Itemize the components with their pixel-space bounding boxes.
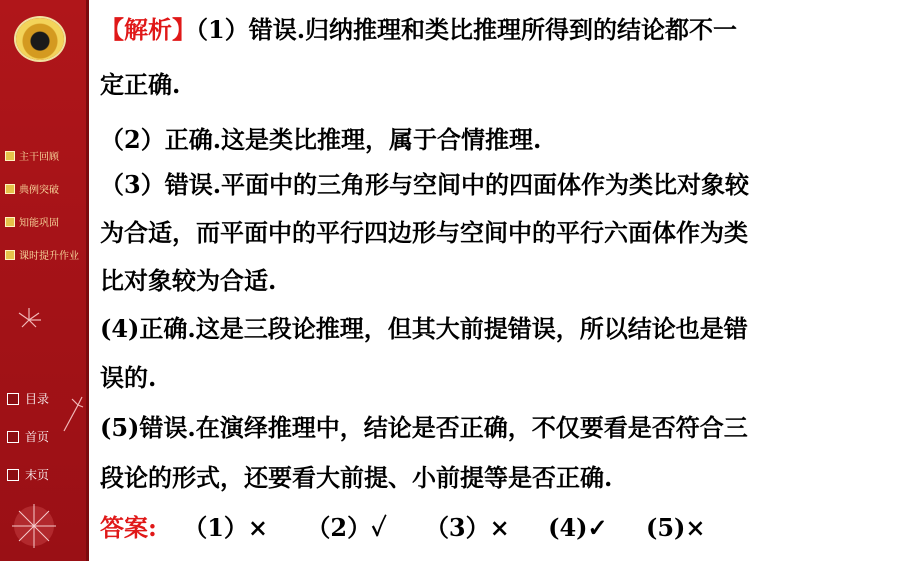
square-bullet-icon <box>7 431 19 443</box>
nav-end-button[interactable] <box>7 466 49 483</box>
sidebar-divider <box>86 0 89 561</box>
nav-item-homework[interactable] <box>5 247 79 262</box>
nav-label: 主干回顾 <box>19 152 59 163</box>
solution-line-1 <box>100 15 737 45</box>
square-bullet-icon <box>7 393 19 405</box>
solution-line-2: 定正确. <box>100 70 181 99</box>
square-bullet-icon <box>5 184 15 194</box>
solution-line-9: (5)错误.在演绎推理中，结论是否正确，不仅要看是否符合三 <box>100 413 748 442</box>
nav-label: 首页 <box>25 430 50 444</box>
solution-line-3: （2）正确.这是类比推理，属于合情推理. <box>100 125 542 154</box>
answer-item: （1）× <box>183 513 269 542</box>
nav-home-button[interactable] <box>7 428 49 445</box>
nav-item-consolidate[interactable] <box>5 214 59 229</box>
square-bullet-icon <box>7 469 19 481</box>
answer-item: （3）× <box>424 513 510 542</box>
answer-item: (4)✓ <box>548 513 608 542</box>
nav-item-examples[interactable] <box>5 181 59 196</box>
square-bullet-icon <box>5 250 15 260</box>
solution-line-7: (4)正确.这是三段论推理，但其大前提错误，所以结论也是错 <box>100 314 748 343</box>
nav-label: 课时提升作业 <box>19 251 79 262</box>
answer-item: (5)× <box>646 513 706 542</box>
nav-label: 知能巩固 <box>19 218 59 229</box>
square-bullet-icon <box>5 217 15 227</box>
square-bullet-icon <box>5 151 15 161</box>
dandelion-icon <box>14 305 44 335</box>
nav-label: 目录 <box>25 392 50 406</box>
dandelion-large-icon <box>8 500 60 552</box>
dandelion-seed-icon <box>60 395 84 435</box>
solution-line-10: 段论的形式，还要看大前提、小前提等是否正确. <box>100 463 613 492</box>
logo <box>16 18 64 60</box>
solution-line-5: 为合适，而平面中的平行四边形与空间中的平行六面体作为类 <box>100 218 748 247</box>
answer-item: （2）✓ <box>306 513 387 542</box>
line-text: （1）错误.归纳推理和类比推理所得到的结论都不一 <box>196 15 738 44</box>
solution-line-8: 误的. <box>100 363 157 392</box>
answer-label: 答案: <box>100 513 157 542</box>
nav-label: 末页 <box>25 468 50 482</box>
analysis-tag: 【解析】 <box>100 15 196 44</box>
nav-label: 典例突破 <box>19 185 59 196</box>
nav-item-review[interactable] <box>5 148 59 163</box>
solution-line-6: 比对象较为合适. <box>100 266 277 295</box>
nav-toc-button[interactable] <box>7 390 49 407</box>
solution-line-4: （3）错误.平面中的三角形与空间中的四面体作为类比对象较 <box>100 170 750 199</box>
answer-line <box>100 513 736 543</box>
